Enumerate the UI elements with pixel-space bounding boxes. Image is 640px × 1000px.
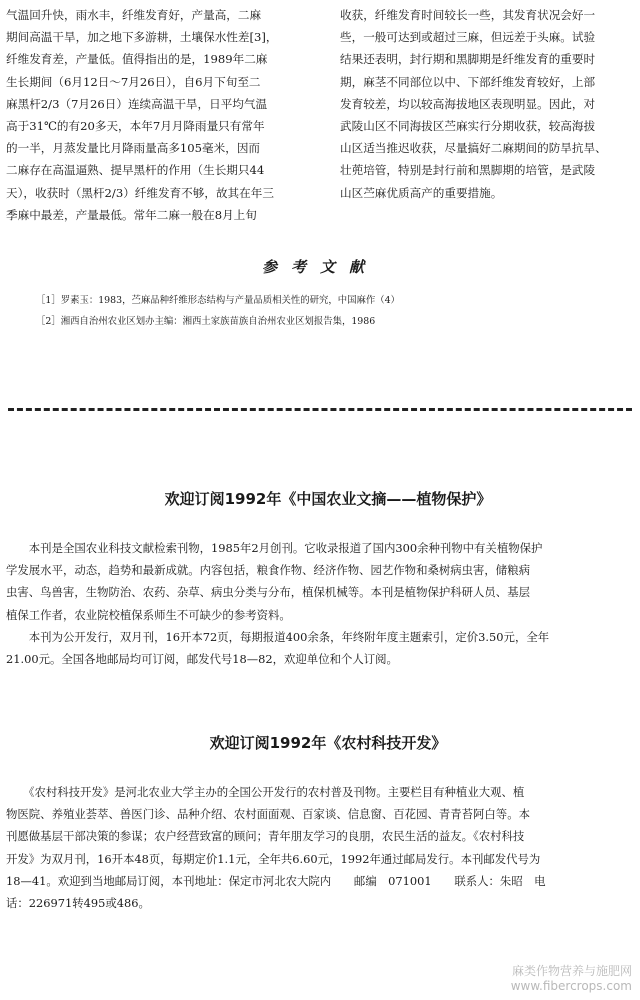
body-line: 生长期间（6月12日～7月26日），自6月下旬至二: [6, 74, 261, 89]
body-line: 高于31℃的有20多天，本年7月月降雨量只有常年: [6, 118, 265, 133]
ad-line: 物医院、养殖业荟萃、兽医门诊、品种介绍、农村面面观、百家谈、信息窗、百花园、青青苔阿白等。本: [6, 807, 530, 822]
body-line: 些，一般可达到或超过三麻，但远差于头麻。试验: [340, 30, 596, 45]
ad-line: 《农村科技开发》是河北农业大学主办的全国公开发行的农村普及刊物。主要栏目有种植业大观、植: [6, 785, 525, 799]
body-line: 武陵山区不同海拔区苎麻实行分期收获，较高海拔: [340, 118, 596, 133]
body-line: 发育较差，均以较高海拔地区表现明显。因此，对: [340, 96, 596, 111]
body-line: 季麻中最差，产量最低。常年二麻一般在8月上旬: [6, 207, 257, 222]
site-watermark: [511, 964, 632, 994]
body-line: 麻黑杆2/3（7月26日）连续高温干旱，日平均气温: [6, 96, 268, 111]
ad-line: 话：226971转495或486。: [6, 895, 150, 910]
reference-item: ［2］湘西自治州农业区划办主编：湘西土家族苗族自治州农业区划报告集，1986: [36, 316, 376, 327]
ad-title-plant-protection: 欢迎订阅1992年《中国农业文摘——植物保护》: [164, 490, 492, 508]
references-heading: 参考文献: [261, 258, 378, 276]
watermark-title: 麻类作物营养与施肥网: [511, 964, 632, 978]
body-line: 气温回升快，雨水丰，纤维发育好，产量高，二麻: [6, 8, 262, 22]
ad-line: 本刊为公开发行，双月刊，16开本72页，每期报道400余条，年终附年度主题索引，定价3.50元，全年: [6, 629, 550, 644]
body-line: 的一半，月蒸发量比月降雨量高多105毫米，因而: [6, 141, 261, 156]
body-line: 二麻存在高温逼熟、提早黑杆的作用（生长期只44: [6, 163, 265, 178]
ad-line: 刊愿做基层干部决策的参谋；农户经营致富的顾问；青年朋友学习的良朋，农民生活的益友。《农村科技: [6, 829, 525, 844]
body-line: 纤维发育差，产量低。值得指出的是，1989年二麻: [6, 52, 268, 67]
body-line: 壮蔸培管，特别是封行前和黑脚期的培管，是武陵: [340, 163, 596, 178]
ad-line: 18—41。欢迎到当地邮局订阅，本刊地址：保定市河北农大院内 邮编 071001 联系人：朱昭 电: [6, 873, 546, 888]
body-line: 天），收获时（黑杆2/3）纤维发育不够，故其在年三: [6, 185, 274, 200]
body-line: 山区苎麻优质高产的重要措施。: [340, 185, 503, 200]
ad-title-rural-tech: 欢迎订阅1992年《农村科技开发》: [209, 734, 447, 752]
ad-line: 虫害、鸟兽害，生物防治、农药、杂草、病虫分类与分布，植保机械等。本刊是植物保护科研人员、基层: [6, 585, 530, 600]
watermark-url: www.fibercrops.com: [510, 979, 632, 993]
body-column-right: [340, 4, 638, 204]
body-line: 期，麻茎不同部位以中、下部纤维发育较好，上部: [340, 74, 596, 89]
ad-line: 21.00元。全国各地邮局均可订阅，邮发代号18—82，欢迎单位和个人订阅。: [6, 651, 398, 666]
body-line: 收获，纤维发育时间较长一些，其发育状况会好一: [340, 8, 596, 22]
dashed-separator: [8, 408, 632, 411]
body-line: 结果还表明，封行期和黑脚期是纤维发育的重要时: [340, 52, 596, 67]
body-column-left: [6, 4, 306, 226]
ad-line: 开发》为双月刊，16开本48页，每期定价1.1元，全年共6.60元，1992年通过邮局发行。本刊邮发代号为: [6, 851, 541, 866]
body-line: 期间高温干旱，加之地下多游耕，土壤保水性差[3]，: [6, 30, 278, 45]
ad-body-plant-protection: [6, 537, 632, 670]
ad-line: 学发展水平，动态，趋势和最新成就。内容包括，粮食作物、经济作物、园艺作物和桑树病虫害，储粮病: [6, 563, 530, 578]
body-line: 山区适当推迟收获，尽量搞好二麻期间的防旱抗旱、: [340, 141, 607, 156]
reference-item: ［1］罗素玉：1983，苎麻品种纤维形态结构与产量品质相关性的研究，中国麻作（4）: [36, 295, 400, 306]
ad-line: 本刊是全国农业科技文献检索刊物，1985年2月创刊。它收录报道了国内300余种刊物中有关植物保护: [6, 541, 543, 555]
ad-line: 植保工作者，农业院校植保系师生不可缺少的参考资料。: [6, 607, 291, 622]
ad-body-rural-tech: [6, 781, 632, 914]
